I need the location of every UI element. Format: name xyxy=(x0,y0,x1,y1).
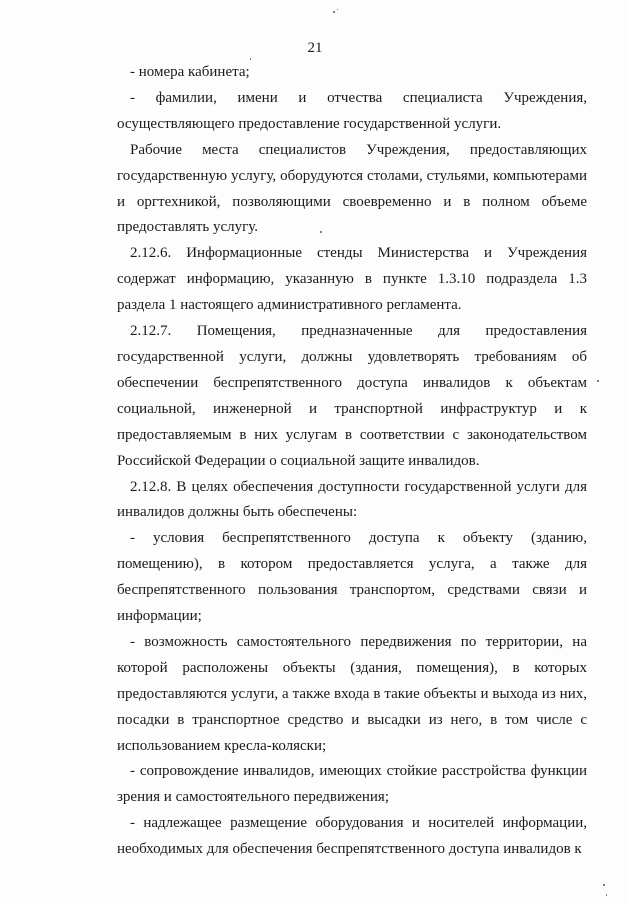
page-number: 21 xyxy=(307,40,323,56)
scan-speck xyxy=(337,9,338,10)
scan-speck xyxy=(597,380,599,382)
paragraph: - возможность самостоятельного передвижения по территории, на которой расположены объекты (здания, помещения), в которых предоставляются услуги, а также входа в такие объекты и выхода из них, посадки в транспортное средство и высадки из него, в том числе с использованием кресла-коляски; xyxy=(117,633,587,754)
paragraph: 2.12.6. Информационные стенды Министерства и Учреждения содержат информацию, указанную в пункте 1.3.10 подраздела 1.3 раздела 1 настоящего административного регламента. xyxy=(117,245,587,314)
paragraph: Рабочие места специалистов Учреждения, предоставляющих государственную услугу, оборудуются столами, стульями, компьютерами и оргтехникой, позволяющими своевременно и в полном объеме предоставлять услугу. xyxy=(117,141,587,236)
scan-speck xyxy=(603,884,605,886)
paragraph: - надлежащее размещение оборудования и носителей информации, необходимых для обеспечения беспрепятственного доступа инвалидов к xyxy=(117,815,587,858)
paragraph: - условия беспрепятственного доступа к объекту (зданию, помещению), в котором предоставляется услуга, а также для беспрепятственного пользования транспортом, средствами связи и информации; xyxy=(117,530,587,625)
paragraph: - фамилии, имени и отчества специалиста Учреждения, осуществляющего предоставление государственной услуги. xyxy=(117,89,587,132)
scan-speck xyxy=(333,11,335,13)
paragraph: - номера кабинета; xyxy=(130,64,250,80)
page-body xyxy=(117,60,587,863)
scan-speck xyxy=(606,894,607,896)
paragraph: 2.12.7. Помещения, предназначенные для предоставления государственной услуги, должны удовлетворять требованиям об обеспечении беспрепятственного доступа инвалидов к объектам социальной, инженерной и транспортной инфраструктур и к предоставляемым в них услугам в соответствии с законодательством Российской Федерации о социальной защите инвалидов. xyxy=(117,323,587,469)
paragraph: 2.12.8. В целях обеспечения доступности государственной услуги для инвалидов должны быть обеспечены: xyxy=(117,478,587,521)
paragraph: - сопровождение инвалидов, имеющих стойкие расстройства функции зрения и самостоятельного передвижения; xyxy=(117,763,587,806)
